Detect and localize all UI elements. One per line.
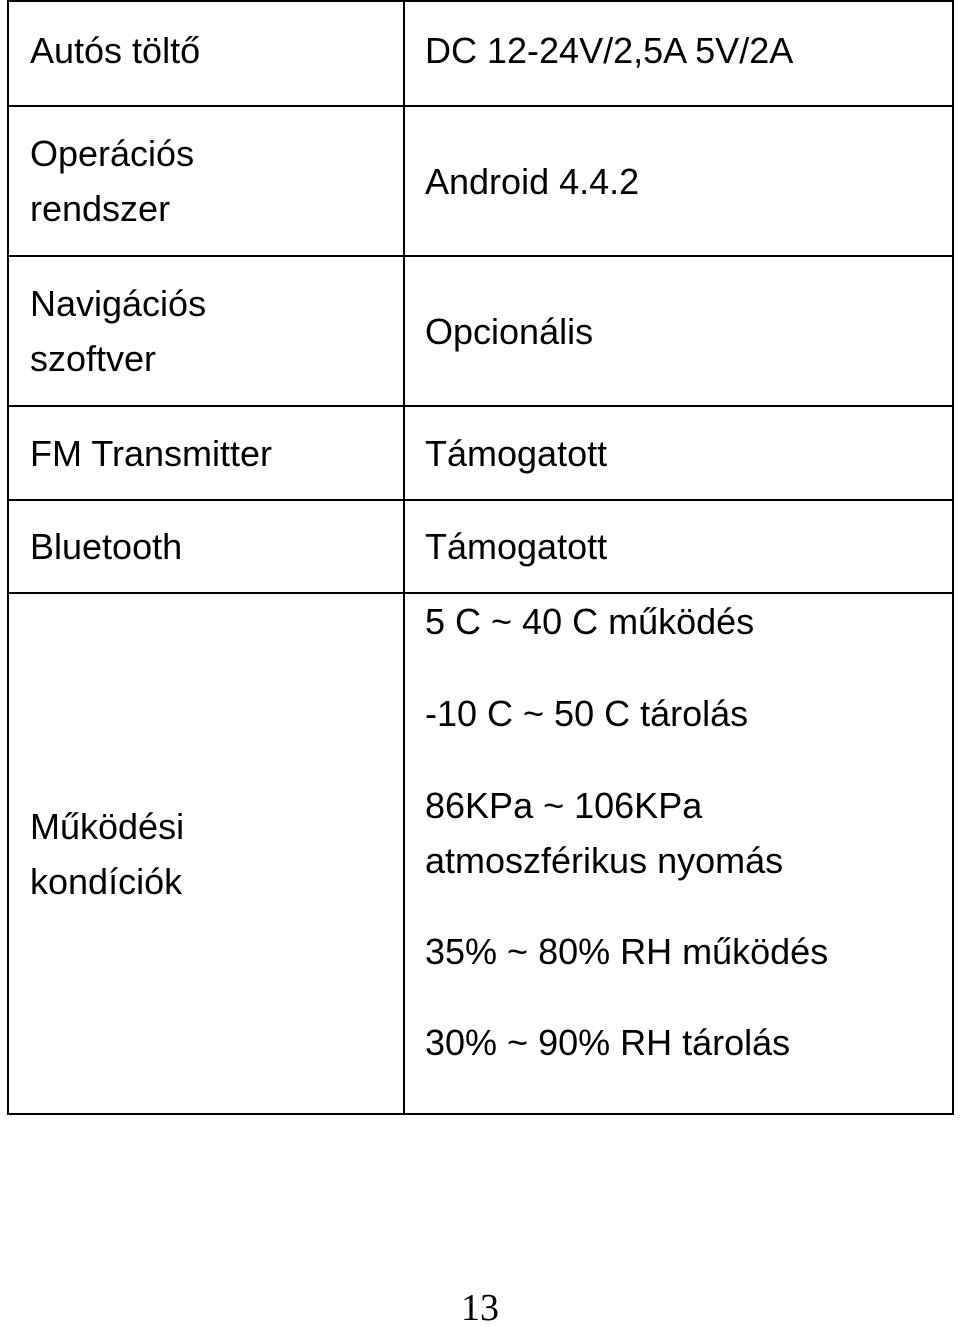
page-number: 13 [461,1287,499,1329]
table-row [8,1,953,106]
table-row [8,406,953,500]
table-row [8,593,953,1114]
spec-value-operating-system: Android 4.4.2 [404,106,953,256]
spec-value-fm-transmitter: Támogatott [404,406,953,500]
spec-label-navigation-software: Navigációs szoftver [8,256,404,406]
spec-value-navigation-software: Opcionális [404,256,953,406]
table-row [8,256,953,406]
condition-operating-humidity: 35% ~ 80% RH működés [425,931,829,972]
spec-label-car-charger: Autós töltő [8,1,404,106]
spec-value-bluetooth: Támogatott [404,500,953,593]
condition-operating-temperature: 5 C ~ 40 C működés [425,601,755,642]
condition-storage-humidity: 30% ~ 90% RH tárolás [425,1022,791,1063]
condition-storage-temperature: -10 C ~ 50 C tárolás [425,693,749,734]
spec-value-car-charger: DC 12-24V/2,5A 5V/2A [404,1,953,106]
spec-value-operating-conditions [404,593,953,1114]
spec-label-fm-transmitter: FM Transmitter [8,406,404,500]
spec-label-operating-conditions: Működési kondíciók [8,593,404,1114]
spec-label-bluetooth: Bluetooth [8,500,404,593]
spec-label-operating-system: Operációs rendszer [8,106,404,256]
condition-atmospheric-pressure: 86KPa ~ 106KPa atmoszférikus nyomás [425,785,784,881]
table-row [8,500,953,593]
table-row [8,106,953,256]
spec-table [7,0,954,1115]
